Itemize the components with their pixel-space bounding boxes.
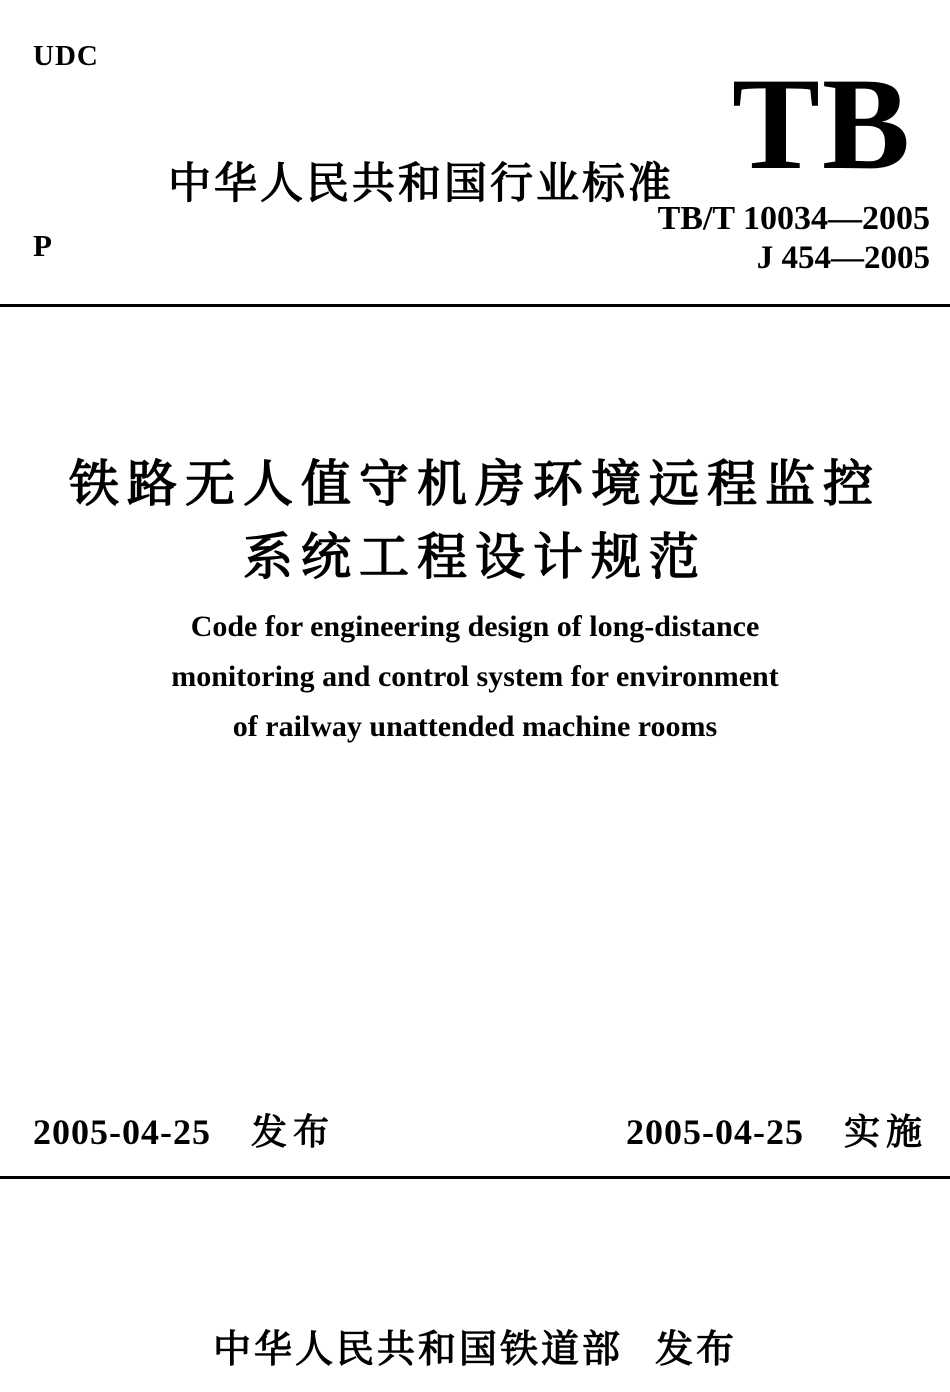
- classification-code: P: [33, 228, 52, 263]
- record-number: J 454—2005: [756, 240, 930, 276]
- publisher-row: [0, 1318, 950, 1373]
- udc-label: UDC: [33, 40, 99, 72]
- title-english-line1: Code for engineering design of long-distance: [190, 610, 760, 643]
- issue-label: 发布: [250, 1111, 335, 1152]
- title-english-line3: of railway unattended machine rooms: [232, 710, 718, 743]
- title-english-line2: monitoring and control system for environment: [171, 660, 779, 693]
- tb-logo: TB: [731, 50, 912, 197]
- bottom-divider-line: [0, 1176, 950, 1179]
- title-chinese-line1: 铁路无人值守机房环境远程监控: [69, 456, 881, 512]
- issue-date: 2005-04-25: [33, 1112, 211, 1152]
- dates-row: [33, 1104, 928, 1155]
- standard-type-heading: 中华人民共和国行业标准: [168, 160, 674, 208]
- top-divider-line: [0, 304, 950, 307]
- title-chinese: [0, 448, 950, 594]
- title-english: [0, 602, 950, 752]
- title-chinese-line2: 系统工程设计规范: [243, 529, 707, 585]
- implement-label: 实施: [843, 1111, 928, 1152]
- implement-date: 2005-04-25: [626, 1112, 804, 1152]
- publisher-action: 发布: [655, 1329, 738, 1371]
- implement-date-group: [626, 1104, 928, 1155]
- publisher-name: 中华人民共和国铁道部: [212, 1329, 623, 1371]
- standard-number: TB/T 10034—2005: [657, 200, 930, 237]
- issue-date-group: [33, 1104, 335, 1155]
